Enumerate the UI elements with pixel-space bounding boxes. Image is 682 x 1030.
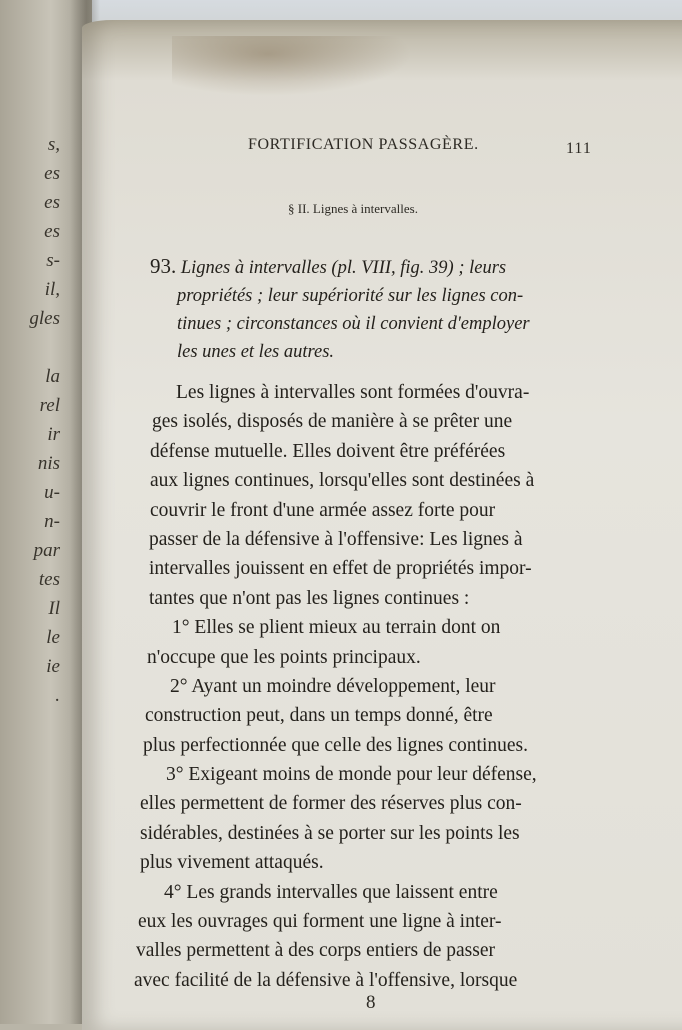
paragraph-title-line-2: propriétés ; leur supériorité sur les lignes con- [177, 286, 524, 306]
facing-line: es [44, 221, 60, 242]
paragraph-title [150, 252, 605, 366]
facing-line: s, [47, 134, 60, 155]
paragraph-number: 93. [150, 254, 177, 278]
text-line: aux lignes continues, lorsqu'elles sont destinées à [150, 470, 535, 492]
text-line: valles permettent à des corps entiers de passer [136, 940, 495, 962]
facing-line: . [55, 685, 60, 706]
body-text [130, 378, 608, 995]
text-line: passer de la défensive à l'offensive: Les lignes à [149, 528, 523, 550]
text-line: elles permettent de former des réserves plus con- [140, 793, 522, 815]
text-line: 3° Exigeant moins de monde pour leur défense, [166, 764, 537, 786]
facing-line [0, 333, 60, 362]
signature-mark: 8 [366, 992, 376, 1013]
facing-line: n- [44, 511, 60, 532]
paragraph-title-line-4: les unes et les autres. [177, 342, 335, 362]
facing-line: il, [44, 279, 60, 300]
foxing-stain [172, 36, 412, 96]
text-line: Les lignes à intervalles sont formées d'ouvra- [176, 382, 530, 403]
text-line: défense mutuelle. Elles doivent être préférées [150, 440, 506, 462]
facing-line: Il [48, 598, 60, 619]
facing-line: ir [47, 424, 60, 445]
text-line: 1° Elles se plient mieux au terrain dont on [172, 617, 501, 639]
text-line: avec facilité de la défensive à l'offensive, lorsque [134, 969, 518, 991]
text-line: n'occupe que les points principaux. [147, 646, 421, 668]
facing-line: ie [46, 656, 60, 677]
facing-line: le [46, 627, 60, 648]
facing-line: par [33, 540, 60, 561]
facing-line: gles [29, 308, 60, 329]
text-line: ges isolés, disposés de manière à se prêter une [152, 411, 513, 433]
text-line: 2° Ayant un moindre développement, leur [170, 675, 496, 697]
text-line: construction peut, dans un temps donné, être [145, 705, 493, 727]
facing-line: u- [44, 482, 60, 503]
facing-line: la [45, 366, 60, 387]
facing-line: s- [46, 250, 60, 271]
text-line: sidérables, destinées à se porter sur les points les [140, 822, 520, 844]
page-number: 111 [566, 140, 592, 157]
facing-line: es [44, 163, 60, 184]
text-line: plus vivement attaqués. [140, 852, 324, 874]
text-line: eux les ouvrages qui forment une ligne à inter- [138, 911, 502, 933]
running-head: FORTIFICATION PASSAGÈRE. [248, 136, 479, 153]
facing-line: nis [37, 453, 60, 474]
paragraph-title-line-1 [150, 252, 605, 282]
paragraph-title-line-3: tinues ; circonstances où il convient d'employer [177, 314, 530, 334]
facing-line: rel [39, 395, 60, 416]
text-line: intervalles jouissent en effet de propriétés impor- [149, 558, 532, 580]
text-line: plus perfectionnée que celle des lignes continues. [143, 734, 528, 756]
paragraph-title-text: Lignes à intervalles (pl. VIII, fig. 39) ; leurs [180, 258, 507, 278]
text-line: tantes que n'ont pas les lignes continues : [149, 587, 470, 609]
text-line: couvrir le front d'une armée assez forte pour [150, 499, 496, 521]
section-heading: § II. Lignes à intervalles. [288, 201, 418, 216]
text-line: 4° Les grands intervalles que laissent entre [164, 881, 498, 903]
facing-page-text [0, 130, 60, 710]
facing-line: es [44, 192, 60, 213]
facing-line: tes [38, 569, 60, 590]
